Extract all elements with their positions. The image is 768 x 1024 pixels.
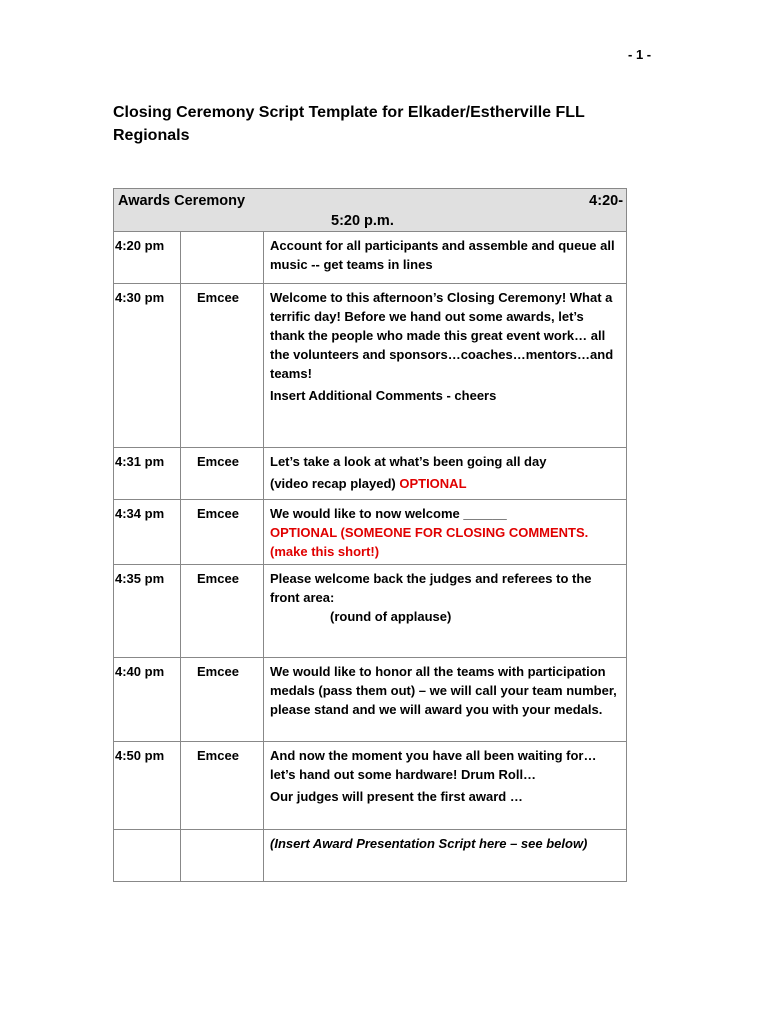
- script-note: [270, 474, 620, 493]
- script-cell: [264, 500, 627, 565]
- table-row: [114, 500, 627, 565]
- script-cell: [264, 658, 627, 742]
- time-cell: 4:50 pm: [114, 742, 181, 830]
- time-cell: 4:40 pm: [114, 658, 181, 742]
- document-title: Closing Ceremony Script Template for Elkader/Estherville FLL Regionals: [113, 104, 585, 144]
- table-row: [114, 830, 627, 882]
- time-cell: 4:20 pm: [114, 232, 181, 284]
- role-cell: Emcee: [181, 500, 264, 565]
- script-cell: [264, 830, 627, 882]
- script-text: We would like to now welcome ______: [270, 506, 507, 521]
- time-cell: 4:34 pm: [114, 500, 181, 565]
- table-row: [114, 232, 627, 284]
- script-note: (round of applause): [330, 609, 452, 624]
- role-cell: [181, 830, 264, 882]
- table-row: [114, 658, 627, 742]
- script-text: Let’s take a look at what’s been going all day: [270, 454, 547, 469]
- script-text: We would like to honor all the teams with participation medals (pass them out) – we will call your team number, please stand and we will award you with your medals.: [270, 664, 617, 717]
- role-cell: Emcee: [181, 448, 264, 500]
- role-cell: Emcee: [181, 565, 264, 658]
- optional-tag: OPTIONAL: [399, 476, 467, 491]
- script-cell: [264, 232, 627, 284]
- time-cell: 4:30 pm: [114, 284, 181, 448]
- role-cell: [181, 232, 264, 284]
- script-note: Our judges will present the first award …: [270, 789, 523, 804]
- script-text: Please welcome back the judges and referees to the front area:: [270, 571, 592, 605]
- table-row: [114, 448, 627, 500]
- role-cell: Emcee: [181, 742, 264, 830]
- time-cell: 4:31 pm: [114, 448, 181, 500]
- script-note: Insert Additional Comments - cheers: [270, 388, 497, 403]
- role-cell: Emcee: [181, 658, 264, 742]
- header-range-start: 4:20-: [589, 193, 624, 209]
- table-row: [114, 284, 627, 448]
- header-cell: [114, 189, 627, 232]
- script-note-text: (video recap played): [270, 476, 396, 491]
- header-label: Awards Ceremony: [118, 193, 246, 209]
- time-cell: [114, 830, 181, 882]
- time-cell: 4:35 pm: [114, 565, 181, 658]
- script-text: Welcome to this afternoon’s Closing Ceremony! What a terrific day! Before we hand out some awards, let’s thank the people who made this great event work… all the volunteers and sponsors…coaches…mentors…and teams!: [270, 290, 614, 381]
- script-cell: [264, 448, 627, 500]
- table-header-row: [114, 189, 627, 232]
- script-text: And now the moment you have all been waiting for… let’s hand out some hardware! Drum Roll…: [270, 748, 597, 782]
- table-row: [114, 565, 627, 658]
- table-row: [114, 742, 627, 830]
- script-text: (Insert Award Presentation Script here – see below): [270, 836, 588, 851]
- script-cell: [264, 742, 627, 830]
- script-text: Account for all participants and assemble and queue all music -- get teams in lines: [270, 238, 615, 272]
- ceremony-script-table: [113, 188, 627, 882]
- optional-note: OPTIONAL (SOMEONE FOR CLOSING COMMENTS. (make this short!): [270, 525, 589, 559]
- header-range-end: 5:20 p.m.: [331, 213, 394, 229]
- page-number: - 1 -: [628, 47, 652, 62]
- role-cell: Emcee: [181, 284, 264, 448]
- script-cell: [264, 284, 627, 448]
- script-cell: [264, 565, 627, 658]
